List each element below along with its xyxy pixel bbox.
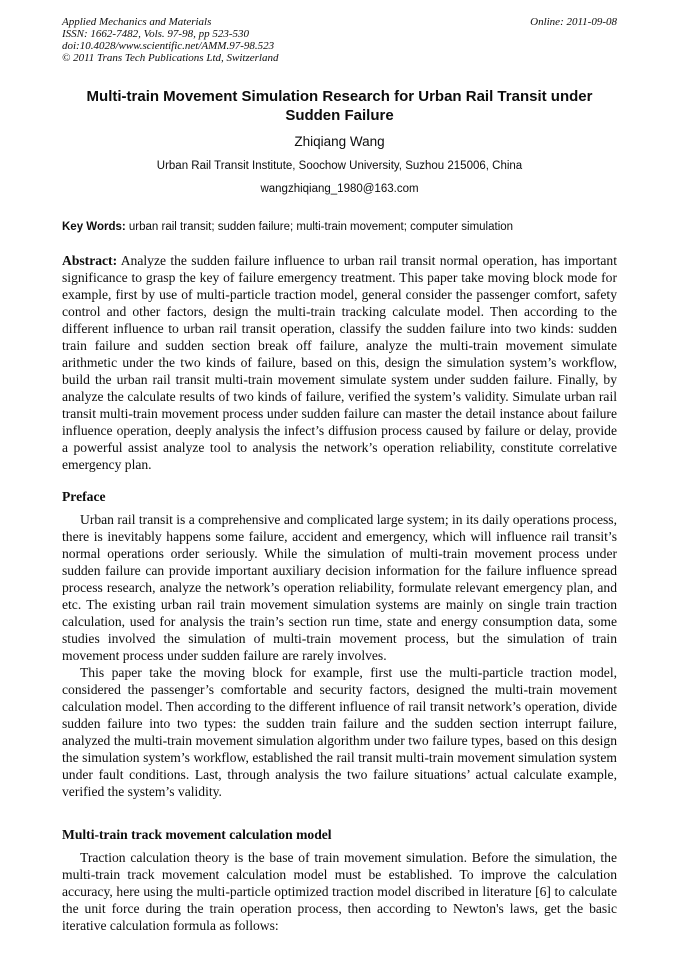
preface-paragraph-1: Urban rail transit is a comprehensive and complicated large system; in its daily operations process, there is inevitably happens some failure, accident and emergency, which will influence rail transit’s normal operations order seriously. While the simulation of multi-train movement process under sudden failure can provide important auxiliary decision information for the failure influence spread process research, analyze the network’s operation reliability, formulate relevant emergency plan, and etc. The existing urban rail train movement simulation systems are mainly on single train traction calculation, used for analysis the train’s section run time, state and energy consumption data, some studies involved the simulation of multi-train movement process, but the simulation of train movement process under sudden failure are rarely involves. xyxy=(62,512,617,663)
author-email: wangzhiqiang_1980@163.com xyxy=(260,183,419,195)
preface-paragraph-2: This paper take the moving block for example, first use the multi-particle traction model, considered the passenger’s comfortable and security factors, designed the multi-train movement calculation model. Then according to the different influence of rail transit network’s operation, divide sudden failure into two types: the sudden train failure and the sudden section interrupt failure, analyzed the multi-train movement simulation algorithm under two failure types, based on this design the simulation system’s workflow, established the rail transit multi-train movement simulation system under fault conditions. Last, through analysis the two failure situations’ actual calculate example, verified the system’s validity. xyxy=(62,665,617,799)
section-heading-calculation-model: Multi-train track movement calculation model xyxy=(62,827,332,842)
issn-line: ISSN: 1662-7482, Vols. 97-98, pp 523-530 xyxy=(62,28,249,40)
keywords-text: urban rail transit; sudden failure; multi-train movement; computer simulation xyxy=(128,221,514,233)
doi-line: doi:10.4028/www.scientific.net/AMM.97-98.523 xyxy=(62,40,275,52)
keywords-label: Key Words: xyxy=(62,221,126,233)
journal-name: Applied Mechanics and Materials xyxy=(62,16,212,28)
journal-header xyxy=(62,16,617,64)
paper-title: Multi-train Movement Simulation Research for Urban Rail Transit under Sudden Failure xyxy=(86,88,593,124)
calculation-model-paragraph-1: Traction calculation theory is the base of train movement simulation. Before the simulation, the multi-train track movement calculation model must be established. To improve the calculation accuracy, here using the multi-particle optimized traction model discribed in literature [6] to calculate the unit force during the train operation process, then according to Newton's laws, get the basic iterative calculation formula as follows: xyxy=(62,850,617,933)
abstract-paragraph xyxy=(62,252,617,473)
copyright-line: © 2011 Trans Tech Publications Ltd, Switzerland xyxy=(62,52,279,64)
keywords-line xyxy=(62,220,617,235)
author-name: Zhiqiang Wang xyxy=(294,134,385,149)
abstract-label: Abstract: xyxy=(62,253,118,268)
abstract-text: Analyze the sudden failure influence to urban rail transit normal operation, has important significance to grasp the key of failure emergency treatment. This paper take moving block mode for example, first by use of multi-particle traction model, general consider the passenger comfort, safety control and other factors, design the multi-train tracking calculate model. Then according to the different influence to urban rail transit operation, classify the sudden failure into two kinds: sudden train failure and sudden section break off failure, analyze the multi-train movement simulate arithmetic under the two kinds of failure, based on this, design the simulation system’s workflow, build the urban rail transit multi-train movement simulate system under sudden failure. Finally, by analyze the calculate results of two kinds of failure, verified the system’s validity. Simulate urban rail transit multi-train movement process under sudden failure can master the detail instance about failure influence operation, deeply analysis the infect’s diffusion process caused by failure or delay, provide a powerful assist analyze tool to analysis the network’s operation reliability, constitute correlative emergency plan. xyxy=(62,253,618,472)
section-heading-preface: Preface xyxy=(62,489,106,504)
online-date: Online: 2011-09-08 xyxy=(530,16,617,28)
journal-header-left xyxy=(62,16,278,64)
author-affiliation: Urban Rail Transit Institute, Soochow University, Suzhou 215006, China xyxy=(156,160,523,172)
